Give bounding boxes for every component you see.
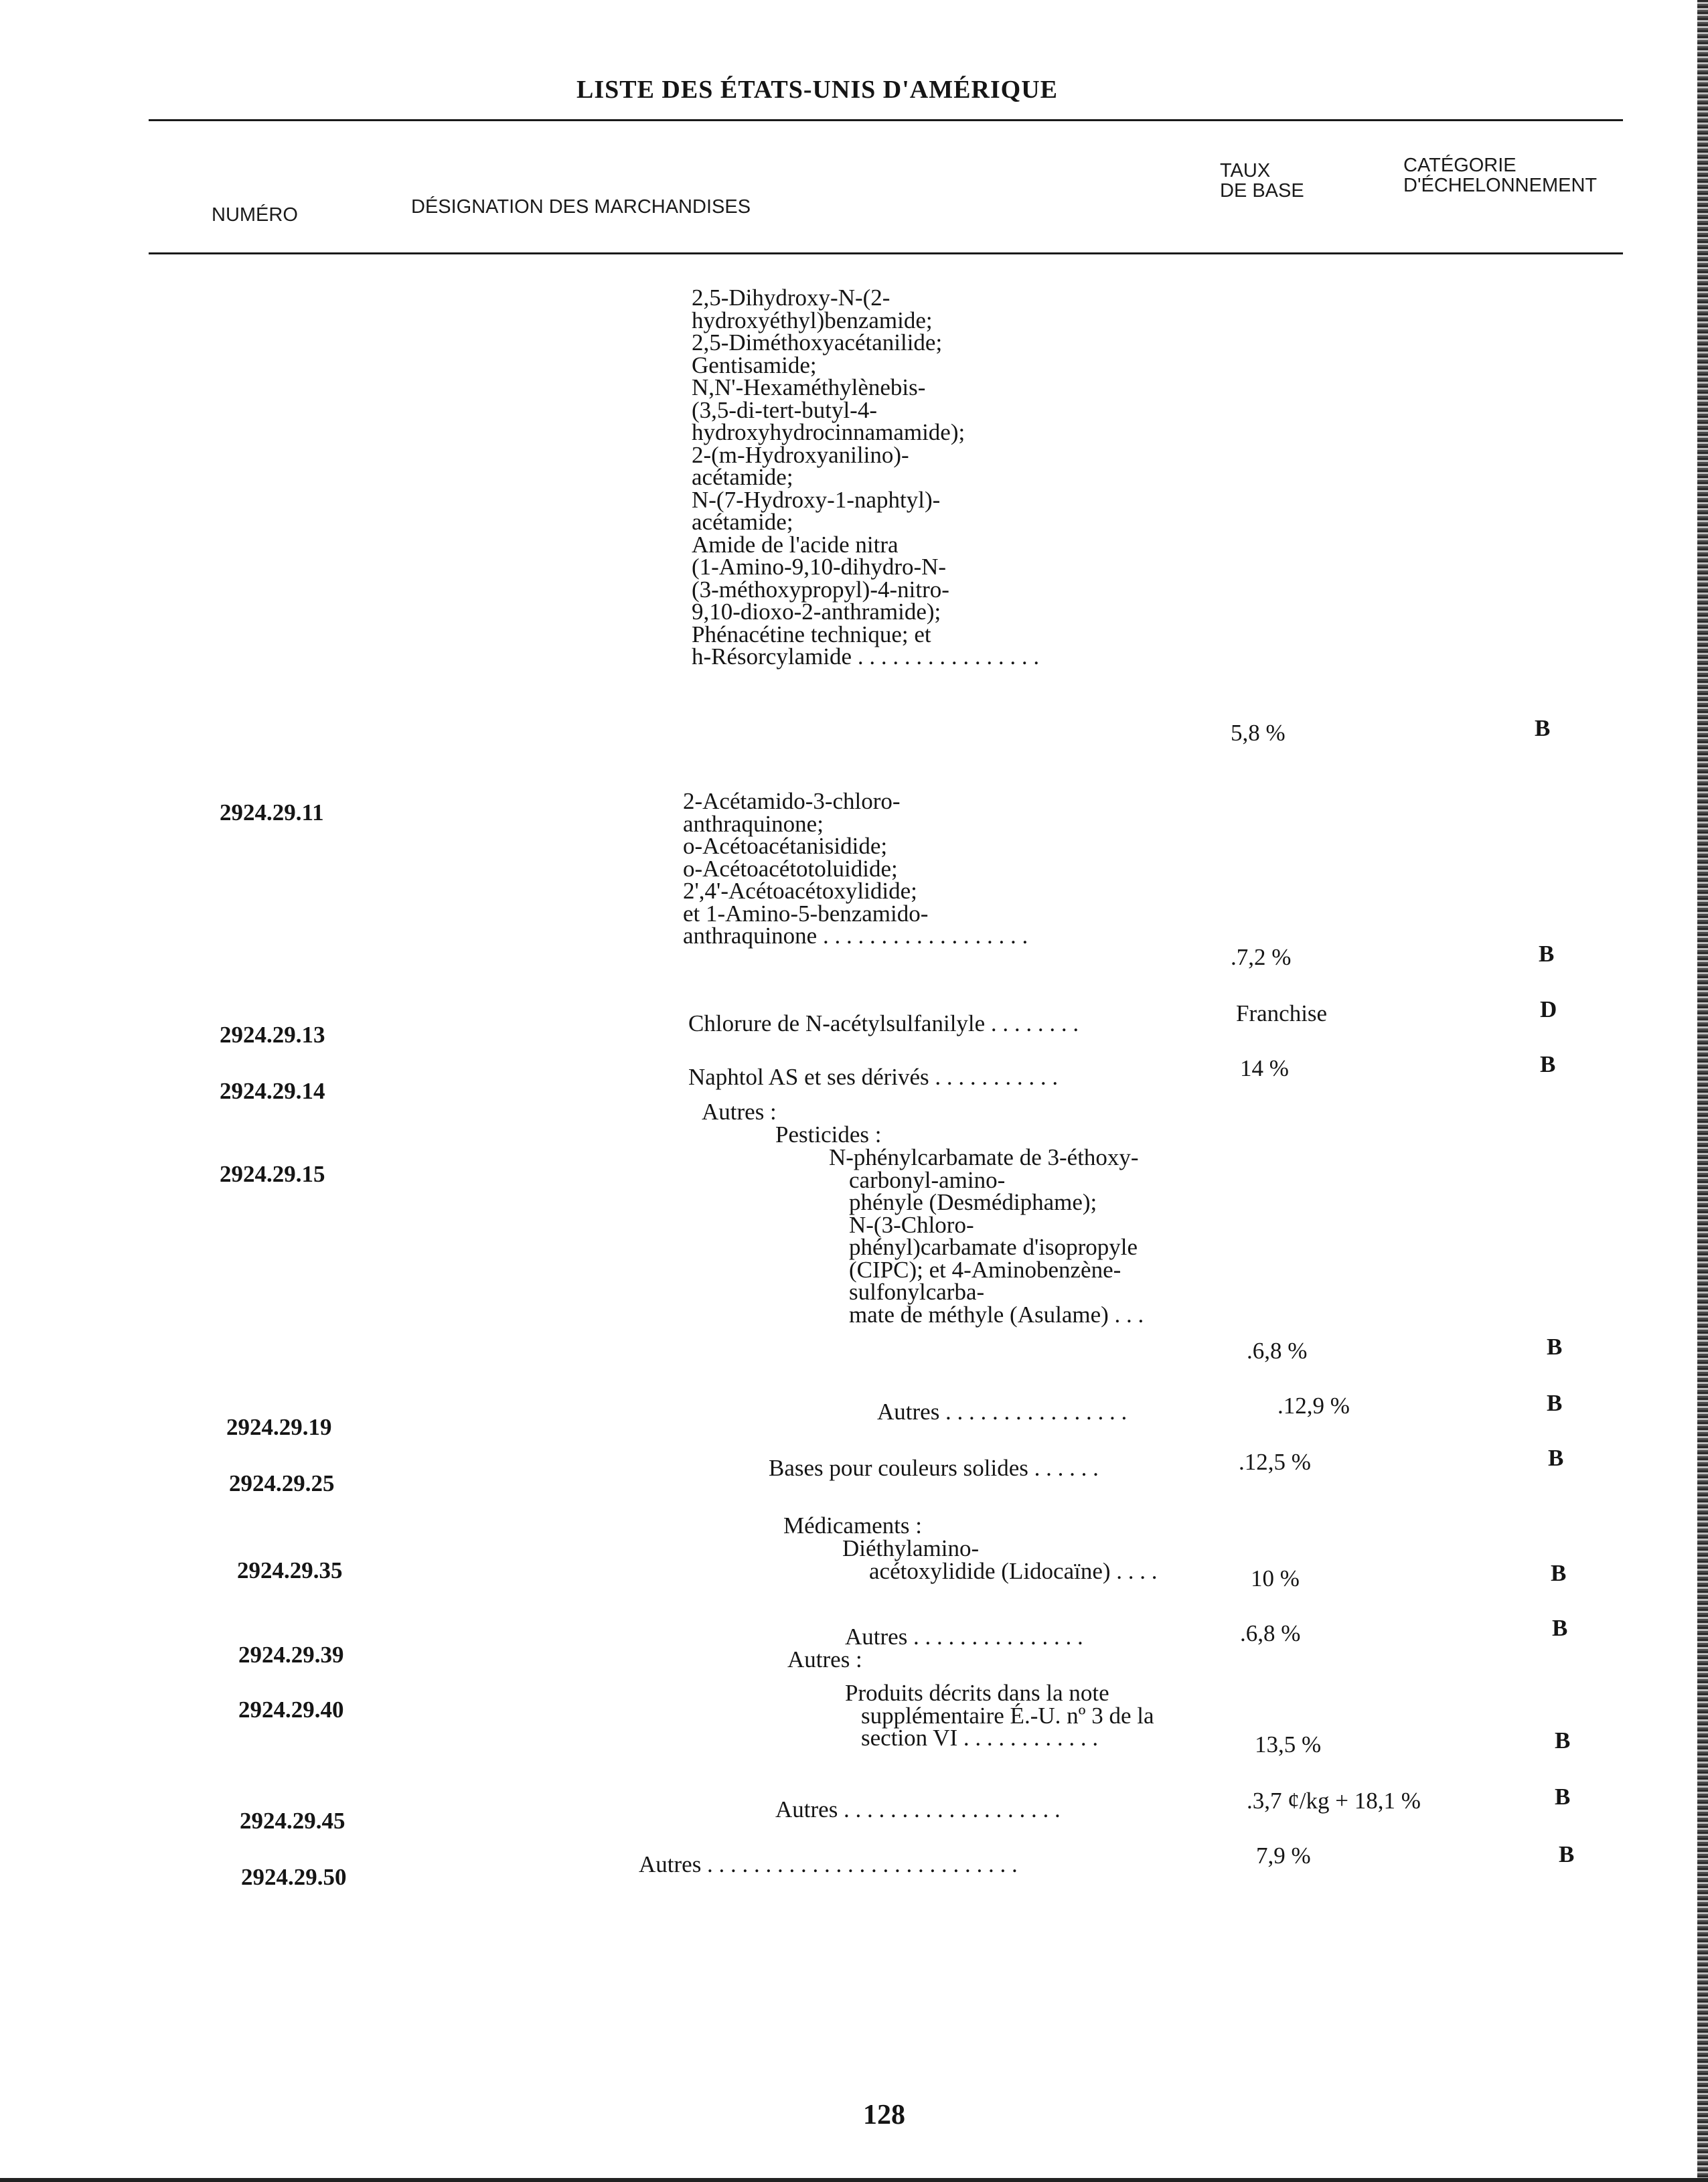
header-top-rule [149, 119, 1623, 121]
col-header-categorie-line1: CATÉGORIE [1403, 155, 1517, 176]
subheading-autres: Autres : [787, 1646, 862, 1672]
base-rate: 14 % [1240, 1055, 1289, 1081]
designation-line: 2',4'-Acétoacétoxylidide; [683, 878, 917, 904]
designation-block [692, 287, 1039, 668]
staging-category: B [1547, 1390, 1563, 1416]
designation-line: section VI . . . . . . . . . . . . [861, 1725, 1099, 1751]
subheading-autres: Autres : [702, 1099, 777, 1125]
base-rate: .7,2 % [1231, 944, 1292, 970]
designation-block [683, 790, 1028, 947]
staging-category: B [1552, 1615, 1568, 1641]
designation-line: Naphtol AS et ses dérivés . . . . . . . . . . . [688, 1064, 1059, 1090]
col-header-taux-line1: TAUX [1220, 160, 1271, 181]
tariff-number: 2924.29.35 [237, 1557, 343, 1583]
designation-line: 2-(m-Hydroxyanilino)- [692, 441, 909, 468]
page-title: LISTE DES ÉTATS-UNIS D'AMÉRIQUE [576, 76, 1059, 104]
col-header-taux-line2: DE BASE [1220, 180, 1304, 202]
designation-line: Amide de l'acide nitra [692, 531, 899, 558]
designation-line: (1-Amino-9,10-dihydro-N- [692, 554, 947, 580]
tariff-number: 2924.29.25 [229, 1470, 335, 1496]
designation-line: anthraquinone; [683, 810, 824, 837]
designation-line: Bases pour couleurs solides . . . . . . [769, 1455, 1099, 1481]
col-header-designation: DÉSIGNATION DES MARCHANDISES [411, 196, 751, 218]
designation-line: (3-méthoxypropyl)-4-nitro- [692, 576, 949, 603]
col-header-numero: NUMÉRO [212, 204, 298, 226]
base-rate: 7,9 % [1256, 1843, 1311, 1869]
designation-line: N-phénylcarbamate de 3-éthoxy- [829, 1144, 1139, 1170]
designation-line: Diéthylamino- [842, 1535, 980, 1561]
tariff-number: 2924.29.13 [220, 1022, 325, 1048]
designation-block [842, 1537, 1158, 1582]
staging-category: B [1535, 715, 1551, 741]
tariff-number: 2924.29.50 [241, 1864, 347, 1890]
designation-line: (3,5-di-tert-butyl-4- [692, 396, 877, 423]
staging-category: B [1555, 1727, 1571, 1754]
designation-line: hydroxyhydrocinnamamide); [692, 419, 965, 445]
designation-line: Autres . . . . . . . . . . . . . . . [845, 1624, 1083, 1650]
scan-edge-bottom [0, 2178, 1708, 2182]
base-rate: 10 % [1251, 1565, 1300, 1591]
staging-category: B [1559, 1841, 1575, 1867]
staging-category: B [1547, 1334, 1563, 1360]
designation-line: Produits décrits dans la note [845, 1680, 1109, 1706]
designation-block [829, 1146, 1144, 1326]
designation-line: 2,5-Diméthoxyacétanilide; [692, 329, 943, 356]
tariff-number: 2924.29.19 [226, 1414, 332, 1440]
designation-line: phényl)carbamate d'isopropyle [849, 1234, 1138, 1260]
designation-line: Autres . . . . . . . . . . . . . . . . [877, 1399, 1128, 1425]
tariff-number: 2924.29.11 [220, 799, 324, 826]
staging-category: D [1540, 996, 1557, 1022]
designation-line: mate de méthyle (Asulame) . . . [849, 1301, 1144, 1328]
base-rate: .12,9 % [1277, 1393, 1350, 1419]
designation-line: Phénacétine technique; et [692, 621, 931, 647]
designation-line: (CIPC); et 4-Aminobenzène- [849, 1256, 1121, 1283]
tariff-number: 2924.29.40 [238, 1697, 344, 1723]
designation-line: h-Résorcylamide . . . . . . . . . . . . . . . . [692, 643, 1040, 670]
base-rate: .6,8 % [1247, 1338, 1308, 1364]
designation-line: phényle (Desmédiphame); [849, 1189, 1097, 1215]
designation-line: sulfonylcarba- [849, 1279, 985, 1305]
designation-line: Chlorure de N-acétylsulfanilyle . . . . . . . . [688, 1010, 1079, 1036]
designation-line: 9,10-dioxo-2-anthramide); [692, 599, 941, 625]
designation-line: 2,5-Dihydroxy-N-(2- [692, 285, 890, 311]
designation-line: acétoxylidide (Lidocaïne) . . . . [869, 1557, 1158, 1584]
base-rate: 13,5 % [1255, 1731, 1322, 1758]
tariff-number: 2924.29.45 [240, 1808, 345, 1834]
subheading-medicaments: Médicaments : [783, 1512, 923, 1539]
staging-category: B [1548, 1445, 1564, 1471]
designation-line: N-(3-Chloro- [849, 1211, 974, 1238]
base-rate: Franchise [1236, 1000, 1328, 1026]
designation-line: o-Acétoacétanisidide; [683, 833, 888, 859]
designation-line: 2-Acétamido-3-chloro- [683, 788, 901, 814]
base-rate: .6,8 % [1240, 1620, 1301, 1646]
designation-line: N,N'-Hexaméthylènebis- [692, 374, 926, 400]
designation-line: acétamide; [692, 464, 793, 490]
header-bottom-rule [149, 252, 1623, 254]
designation-line: Autres . . . . . . . . . . . . . . . . . . . [775, 1796, 1061, 1822]
tariff-number: 2924.29.15 [220, 1161, 325, 1187]
col-header-categorie-line2: D'ÉCHELONNEMENT [1403, 175, 1598, 196]
scan-edge-right [1697, 0, 1708, 2182]
subheading-pesticides: Pesticides : [775, 1121, 882, 1148]
staging-category: B [1540, 1051, 1556, 1077]
staging-category: B [1539, 941, 1555, 967]
staging-category: B [1555, 1784, 1571, 1810]
designation-line: acétamide; [692, 509, 793, 535]
designation-line: N-(7-Hydroxy-1-naphtyl)- [692, 486, 941, 513]
designation-line: anthraquinone . . . . . . . . . . . . . . . . . . [683, 923, 1028, 949]
tariff-number: 2924.29.39 [238, 1642, 344, 1668]
base-rate: 5,8 % [1231, 720, 1286, 746]
staging-category: B [1551, 1560, 1567, 1586]
designation-line: Autres . . . . . . . . . . . . . . . . . . . . . . . . . . . [639, 1851, 1018, 1877]
designation-line: et 1-Amino-5-benzamido- [683, 900, 929, 927]
designation-block [845, 1682, 1154, 1749]
designation-line: o-Acétoacétotoluidide; [683, 855, 898, 882]
designation-line: supplémentaire É.-U. nº 3 de la [861, 1702, 1154, 1729]
designation-line: hydroxyéthyl)benzamide; [692, 307, 933, 333]
designation-line: carbonyl-amino- [849, 1166, 1006, 1193]
base-rate: .12,5 % [1239, 1449, 1311, 1475]
base-rate: .3,7 ¢/kg + 18,1 % [1247, 1788, 1421, 1814]
tariff-number: 2924.29.14 [220, 1078, 325, 1104]
page-number: 128 [863, 2100, 905, 2130]
designation-line: Gentisamide; [692, 352, 817, 378]
